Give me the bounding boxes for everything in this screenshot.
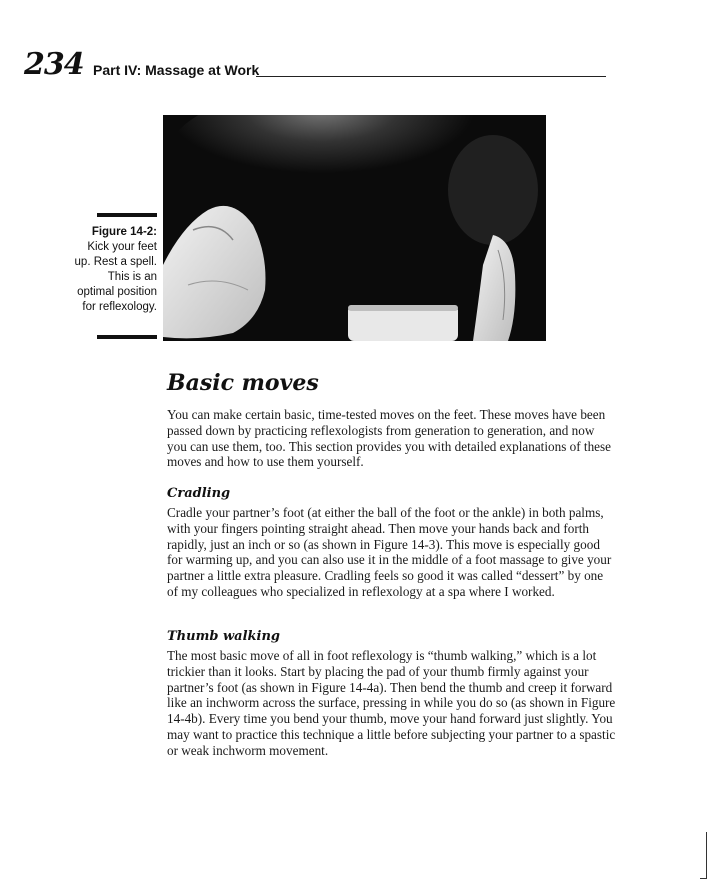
subheading-cradling: Cradling bbox=[167, 486, 231, 501]
figure-caption bbox=[70, 225, 157, 315]
crop-mark bbox=[700, 832, 707, 879]
page-number: 234 bbox=[24, 47, 84, 82]
figure-label: Figure 14-2: bbox=[91, 226, 157, 238]
running-header-title: Part IV: Massage at Work bbox=[93, 62, 260, 78]
figure-photo bbox=[163, 115, 546, 341]
photo-feet-resting-icon bbox=[163, 115, 546, 341]
subheading-thumb-walking: Thumb walking bbox=[167, 629, 280, 644]
caption-bar-top bbox=[97, 213, 157, 217]
cradling-paragraph: Cradle your partner’s foot (at either the ball of the foot or the ankle) in both palms, with your fingers pointing straight ahead. Then move your hands back and forth rapidly, just an inch or so (as shown in Figure 14-3). This move is especially good for warming up, and you can also use it in the middle of a foot massage to give your partner a little extra pleasure. Cradling feels so good it was called “dessert” by one of my colleagues who specialized in reflexology at a spa where I worked. bbox=[167, 505, 612, 599]
caption-bar-bottom bbox=[97, 335, 157, 339]
section-intro: You can make certain basic, time-tested moves on the feet. These moves have been passed down by practicing reflexologists from generation to generation, and now you can use them, too. This section provides you with detailed explanations of these moves and how to use them yourself. bbox=[167, 407, 612, 470]
figure-caption-text: Kick your feet up. Rest a spell. This is an optimal position for reflexology. bbox=[74, 241, 157, 313]
thumb-walking-paragraph: The most basic move of all in foot reflexology is “thumb walking,” which is a lot trickier than it looks. Start by placing the pad of your thumb firmly against your partner’s foot (as shown in Figure 14-4a). Then bend the thumb and creep it forward like an inchworm across the surface, pressing in while you do so (as shown in Figure 14-4b). Every time you bend your thumb, move your hand forward just slightly. You may want to practice this technique a little before subjecting your partner to a spastic or weak inchworm movement. bbox=[167, 648, 616, 758]
section-heading: Basic moves bbox=[167, 370, 319, 396]
header-rule bbox=[256, 76, 606, 77]
